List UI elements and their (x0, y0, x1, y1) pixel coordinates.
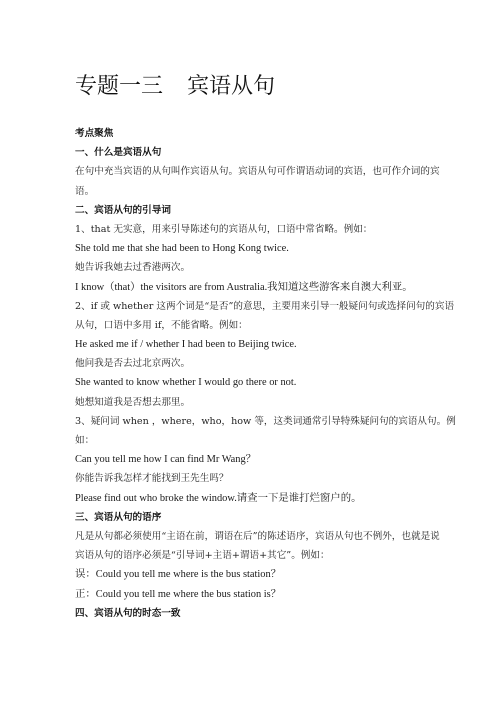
section-heading: 考点聚焦 (75, 128, 114, 139)
text-line: She told me that she had been to Hong Kong twice. (75, 243, 289, 255)
title-topic-name: 宾语从句 (187, 74, 276, 99)
text-line: 1、that 无实意，用来引导陈述句的宾语从句，口语中常省略。例如： (75, 223, 373, 235)
text-line: 正：Could you tell me where the bus station is？ (75, 588, 282, 600)
section-heading: 四、宾语从句的时态一致 (75, 607, 181, 619)
text-line: 语。 (75, 185, 95, 197)
text-line: 在句中充当宾语的从句叫作宾语从句。宾语从句可作谓语动词的宾语，也可作介词的宾 (75, 166, 440, 178)
text-line: 如： (75, 435, 95, 446)
section-heading: 一、什么是宾语从句 (75, 147, 162, 159)
text-line: 2、if 或 whether 这两个词是“是否”的意思，主要用来引导一般疑问句或选择问句的宾语 (75, 300, 455, 312)
text-line: Can you tell me how I can find Mr Wang？ (75, 454, 257, 466)
text-line: She wanted to know whether I would go there or not. (75, 377, 297, 389)
document-body (75, 124, 456, 623)
section-heading: 二、宾语从句的引导词 (75, 204, 171, 216)
page-title (75, 70, 275, 104)
text-line: 凡是从句都必须使用“主语在前，谓语在后”的陈述语序，宾语从句也不例外，也就是说 (75, 530, 440, 542)
title-topic-number: 专题一三 (75, 74, 164, 99)
text-line: 宾语从句的语序必须是“引导词+主语+谓语+其它”。例如： (75, 550, 330, 562)
text-line: 误：Could you tell me where is the bus station？ (75, 569, 282, 581)
text-line: He asked me if / whether I had been to Beijing twice. (75, 339, 297, 351)
text-line: 她告诉我她去过香港两次。 (75, 262, 191, 274)
text-line: 3、疑问词 when ，where，who，how 等，这类词通常引导特殊疑问句的宾语从句。例 (75, 415, 456, 427)
section-heading: 三、宾语从句的语序 (75, 511, 162, 523)
text-line: 从句，口语中多用 if，不能省略。例如： (75, 319, 248, 331)
text-line: 她想知道我是否想去那里。 (75, 396, 191, 408)
text-line: 他问我是否去过北京两次。 (75, 358, 191, 370)
text-line: Please find out who broke the window.请查一下是谁打烂窗户的。 (75, 492, 362, 504)
text-line: I know（that）the visitors are from Australia.我知道这些游客来自澳大利亚。 (75, 281, 413, 293)
text-line: 你能告诉我怎样才能找到王先生吗？ (75, 473, 229, 485)
